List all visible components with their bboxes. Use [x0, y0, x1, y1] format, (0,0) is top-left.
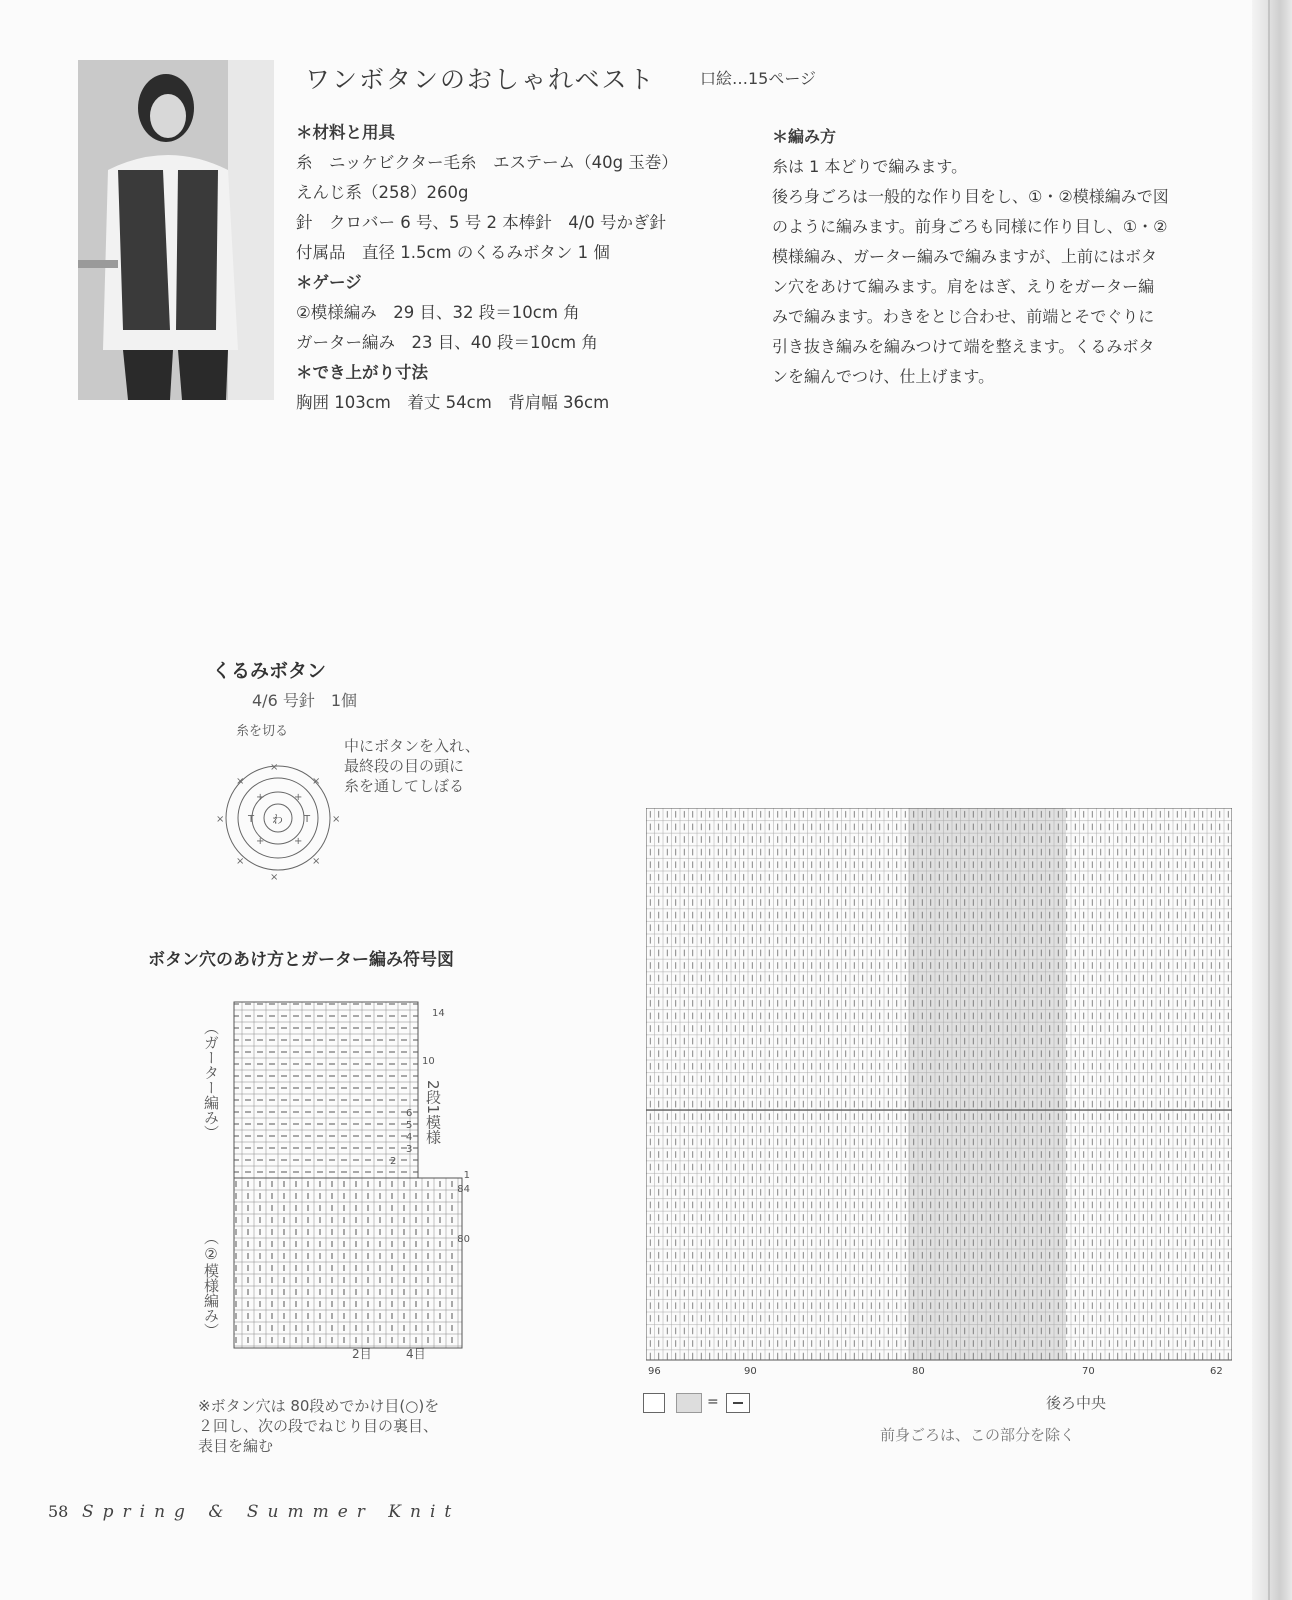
instructions-line: 引き抜き編みを編みつけて端を整えます。くるみボタ — [772, 337, 1155, 356]
svg-text:×: × — [236, 776, 245, 787]
legend-gray-square — [676, 1393, 702, 1413]
svg-text:+: + — [294, 792, 303, 803]
buttonhole-note-line: ※ボタン穴は 80段めでかけ目(○)を — [198, 1397, 440, 1415]
row-label: 4 — [406, 1132, 413, 1143]
instructions-line: ン穴をあけて編みます。肩をはぎ、えりをガーター編 — [772, 277, 1155, 296]
buttonhole-note-line: ２回し、次の段でねじり目の裏目、 — [198, 1417, 439, 1435]
svg-text:+: + — [256, 836, 265, 847]
button-note-line: 中にボタンを入れ、 — [344, 737, 480, 755]
row-label: 5 — [406, 1120, 413, 1131]
svg-text:×: × — [270, 762, 279, 773]
svg-text:+: + — [256, 792, 265, 803]
instructions-heading: ＊編み方 — [772, 127, 837, 146]
instructions-line: 糸は 1 本どりで編みます。 — [772, 157, 968, 176]
row-label: 1 — [463, 1170, 470, 1181]
garter-side-label: （ガーター編み） — [202, 1020, 220, 1140]
pattern-title: ワンボタンのおしゃれベスト — [305, 65, 656, 94]
button-note-line: 糸を通してしぼる — [344, 777, 465, 795]
svg-text:×: × — [270, 872, 279, 883]
svg-text:×: × — [216, 814, 225, 825]
ring-center-label: わ — [272, 813, 283, 826]
page-gutter-line — [1268, 0, 1270, 1600]
size-values: 胸囲 103cm 着丈 54cm 背肩幅 36cm — [296, 393, 610, 412]
stitch-count-label: 2目 — [352, 1347, 372, 1360]
page-gutter-shadow — [1252, 0, 1292, 1600]
row-label: 10 — [422, 1056, 435, 1067]
size-heading: ＊でき上がり寸法 — [296, 363, 428, 382]
repeat-label: 2段1模様 — [424, 1080, 442, 1145]
row-label: 3 — [406, 1144, 413, 1155]
column-label: 90 — [744, 1366, 757, 1377]
front-remove-note: 前身ごろは、この部分を除く — [880, 1426, 1076, 1444]
svg-text:×: × — [236, 856, 245, 867]
button-note — [344, 736, 480, 796]
page-number: 58 — [48, 1502, 69, 1521]
gauge-garter: ガーター編み 23 目、40 段＝10cm 角 — [296, 333, 598, 352]
garter-heading: ボタン穴のあけ方とガーター編み符号図 — [148, 950, 454, 970]
column-label: 80 — [912, 1366, 925, 1377]
instructions-line: みで編みます。わきをとじ合わせ、前端とそでぐりに — [772, 307, 1155, 326]
column-label: 62 — [1210, 1366, 1223, 1377]
legend-equals: = — [707, 1394, 719, 1410]
svg-text:×: × — [312, 776, 321, 787]
materials-yarn-color: えんじ系（258）260g — [296, 183, 469, 202]
row-label: 2 — [390, 1156, 397, 1167]
back-center-label: 後ろ中央 — [1046, 1394, 1107, 1412]
legend-blank-square — [643, 1393, 665, 1413]
crochet-button-diagram — [208, 740, 348, 890]
instructions-line: ンを編んでつけ、仕上げます。 — [772, 367, 995, 386]
garter-chart — [230, 998, 470, 1360]
model-photo — [78, 60, 274, 400]
pattern-chart — [646, 808, 1232, 1388]
instructions-block — [772, 122, 1212, 392]
instructions-line: 後ろ身ごろは一般的な作り目をし、①・②模様編みで図 — [772, 187, 1169, 206]
svg-text:×: × — [312, 856, 321, 867]
purl-symbol — [733, 1402, 743, 1404]
svg-text:T: T — [248, 814, 255, 825]
button-needle: 4/6 号針 1個 — [252, 691, 358, 710]
pattern-side-label: （②模様編み） — [202, 1230, 220, 1338]
row-label: 14 — [432, 1008, 445, 1019]
page-reference: 口絵…15ページ — [700, 69, 817, 88]
svg-text:×: × — [332, 814, 341, 825]
cut-yarn-label: 糸を切る — [236, 724, 289, 739]
column-label: 70 — [1082, 1366, 1095, 1377]
gauge-heading: ＊ゲージ — [296, 273, 362, 292]
row-label: 80 — [457, 1234, 470, 1245]
magazine-name: Spring & Summer Knit — [82, 1502, 461, 1522]
row-label: 6 — [406, 1108, 413, 1119]
materials-needles: 針 クロバー 6 号、5 号 2 本棒針 4/0 号かぎ針 — [296, 213, 667, 232]
buttonhole-note-line: 表目を編む — [198, 1437, 274, 1455]
column-label: 96 — [648, 1366, 661, 1377]
instructions-line: のように編みます。前身ごろも同様に作り目し、①・② — [772, 217, 1168, 236]
materials-block — [296, 118, 678, 418]
row-label: 84 — [457, 1184, 470, 1195]
materials-yarn: 糸 ニッケビクター毛糸 エステーム（40g 玉巻） — [296, 153, 678, 172]
buttonhole-note — [198, 1396, 439, 1456]
stitch-count-label: 4目 — [406, 1347, 426, 1360]
materials-heading: ＊材料と用具 — [296, 123, 395, 142]
woman-in-knit-vest-photo — [78, 60, 274, 400]
gauge-pattern: ②模様編み 29 目、32 段＝10cm 角 — [296, 303, 580, 322]
button-note-line: 最終段の目の頭に — [344, 757, 465, 775]
svg-text:T: T — [304, 814, 311, 825]
instructions-line: 模様編み、ガーター編みで編みますが、上前にはボタ — [772, 247, 1157, 266]
materials-notions: 付属品 直径 1.5cm のくるみボタン 1 個 — [296, 243, 610, 262]
legend-purl-square — [726, 1393, 750, 1413]
button-heading: くるみボタン — [212, 660, 327, 682]
svg-text:+: + — [294, 836, 303, 847]
